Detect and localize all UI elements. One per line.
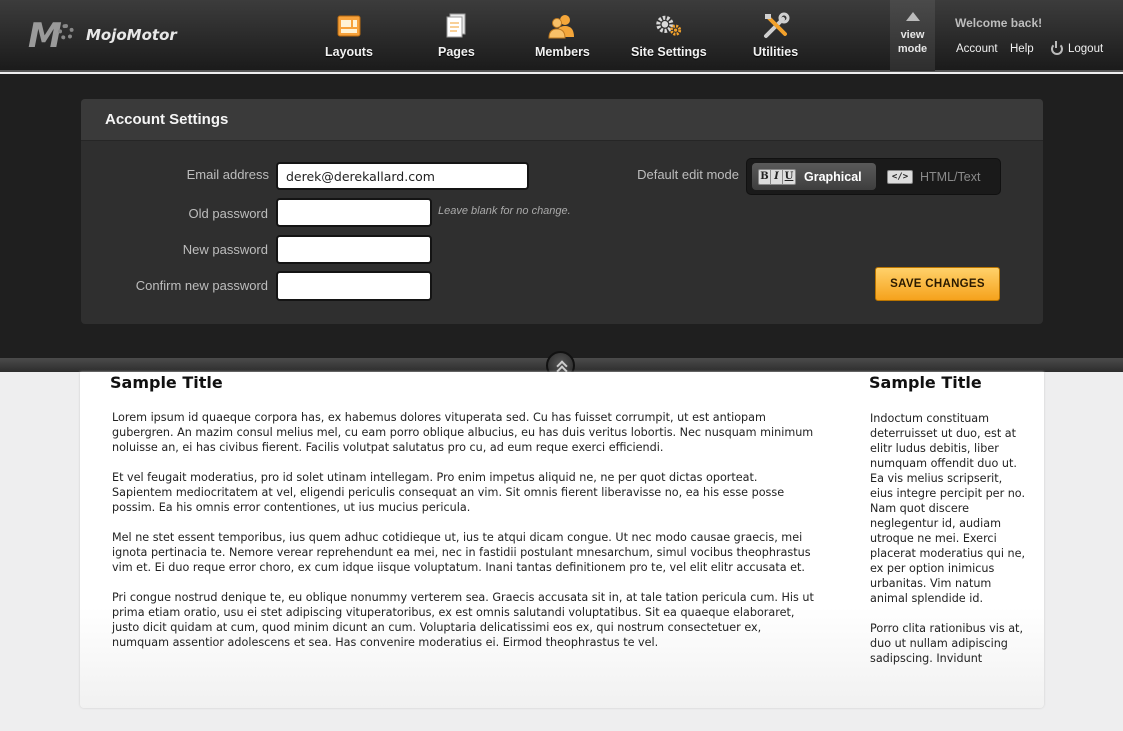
email-field[interactable]	[276, 162, 529, 190]
mode-html-option[interactable]	[887, 163, 980, 190]
tools-icon	[762, 12, 790, 40]
nav-site-settings-label: Site Settings	[631, 45, 707, 59]
old-password-field[interactable]	[276, 198, 432, 227]
old-password-hint: Leave blank for no change.	[438, 205, 571, 217]
bold-italic-underline-icon: B I U	[758, 169, 796, 185]
nav-layouts[interactable]	[325, 12, 373, 59]
layouts-icon	[335, 12, 363, 40]
view-mode-button[interactable]	[890, 0, 935, 71]
new-password-field[interactable]	[276, 235, 432, 264]
nav-site-settings[interactable]	[631, 12, 707, 59]
view-mode-line2: mode	[897, 43, 928, 55]
main-paragraph-3: Mel ne stet essent temporibus, ius quem adhuc cotidieque ut, ius te atqui dicam congue. Ut nec modo causae graecis, mei ignota pertinacia te. Nemore verear reprehendunt ea mei, nec in fastidii postulant mnesarchum, simul vocibus theophrastus vim et. Ei duo reque error choro, ex cum idque iisque voluptatum. Inani tantas definitionem pro te, vel elit elitr accusata et.	[112, 531, 811, 574]
power-icon	[1051, 43, 1063, 55]
nav-utilities[interactable]	[753, 12, 798, 59]
logo[interactable]	[28, 16, 177, 56]
main-title: Sample Title	[110, 373, 223, 392]
mojomotor-logo-icon: M	[28, 18, 76, 52]
account-link[interactable]: Account	[956, 43, 998, 55]
help-link[interactable]: Help	[1010, 43, 1034, 55]
new-password-label: New password	[182, 242, 268, 257]
arrow-up-icon	[906, 12, 920, 21]
main-paragraph-2: Et vel feugait moderatius, pro id solet utinam intellegam. Pro enim impetus aliquid ne, ne per quot dictas oporteat. Sapientem mediocritatem at vel, eligendi periculis consequat an vim. Sit omnis fierent liberavisse no, ea his esse posse possim. Ea his omnis error contentiones, ut ius mucius pericula.	[112, 471, 785, 514]
save-changes-button[interactable]: SAVE CHANGES	[875, 267, 1000, 301]
members-icon	[548, 12, 576, 40]
welcome-text: Welcome back!	[955, 16, 1043, 30]
confirm-password-field[interactable]	[276, 271, 432, 301]
pages-icon	[442, 12, 470, 40]
view-mode-line1: view	[900, 29, 925, 41]
old-password-label: Old password	[188, 206, 268, 221]
main-paragraph-1: Lorem ipsum id quaeque corpora has, ex habemus dolores vituperata sed. Cu has fuisset corrumpit, ut est antiopam gubergren. An mazim consul melius mel, cu eam porro oblique albucius, eu has duis veritus lobortis. Nec nusquam minimum noluisse an, ei has civibus fierent. Facilis volutpat salutatus pro cu, ad eum reque exerci efficiendi.	[112, 411, 814, 454]
logout-link[interactable]: Logout	[1068, 43, 1104, 55]
nav-pages-label: Pages	[438, 45, 475, 59]
nav-utilities-label: Utilities	[753, 45, 799, 59]
nav-layouts-label: Layouts	[325, 45, 373, 59]
nav-members-label: Members	[535, 45, 590, 59]
side-paragraph-2: Porro clita rationibus vis at, duo ut nullam adipiscing sadipscing. Invidunt	[870, 622, 1023, 665]
mode-graphical-label: Graphical	[804, 169, 862, 184]
brand-name: MojoMotor	[86, 26, 177, 44]
panel-header	[81, 99, 1043, 141]
panel-title: Account Settings	[105, 111, 229, 128]
nav-members[interactable]	[535, 12, 590, 59]
gears-icon	[655, 12, 683, 40]
email-label: Email address	[186, 167, 269, 182]
top-bar	[0, 0, 1123, 72]
main-paragraph-4: Pri congue nostrud denique te, eu oblique nonummy verterem sea. Graecis accusata sit in, at tale tation pericula cum. His ut prima etiam oratio, usu ei stet adipiscing vituperatoribus, ex est omnis salutandi voluptatibus. Sit ea quaeque elaboraret, justo dicit quidam at cum, quod minim dicunt an cum. Voluptaria delicatissimi eos ex, qui nostrum consectetuer ex, numquam assentior adolescens et sea. Has convenire moderatius ei. Eirmod theophrastus te vel.	[112, 591, 814, 649]
side-title: Sample Title	[869, 373, 982, 392]
nav-pages[interactable]	[438, 12, 475, 59]
side-paragraph-1: Indoctum constituam deterruisset ut duo, est at elitr ludus debitis, liber numquam offendit duo ut. Ea vis melius scripserit, eius integre percipit per no. Nam quot discere neglegentur id, audiam utroque ne mei. Exerci placerat moderatius qui ne, ex per option inimicus urbanitas. Vim natum animal splendide id.	[870, 412, 1026, 605]
confirm-password-label: Confirm new password	[135, 278, 268, 293]
mode-graphical-option[interactable]	[752, 163, 876, 190]
edit-mode-toggle	[746, 158, 1001, 195]
edit-mode-label: Default edit mode	[637, 167, 739, 182]
mode-html-label: HTML/Text	[920, 169, 981, 184]
code-tag-icon: </>	[887, 170, 913, 184]
